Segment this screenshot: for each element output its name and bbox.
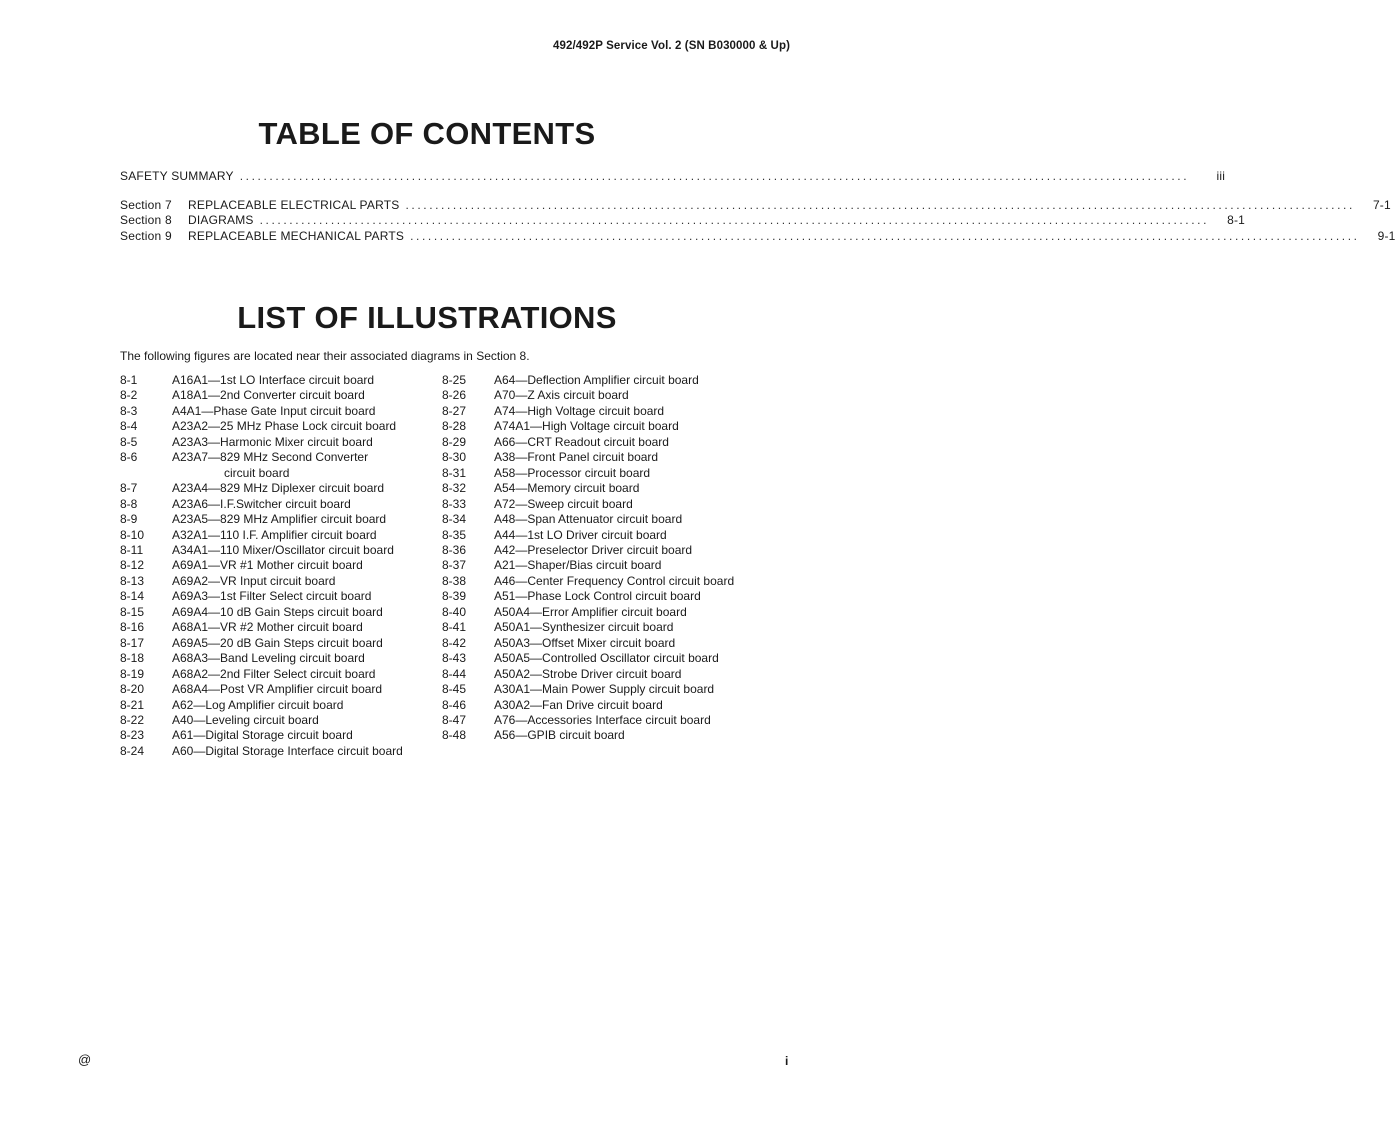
figure-list-item <box>442 620 772 635</box>
illustrations-title: LIST OF ILLUSTRATIONS <box>237 300 617 335</box>
figure-description: A68A1—VR #2 Mother circuit board <box>172 620 363 635</box>
figure-description: A42—Preselector Driver circuit board <box>494 542 693 557</box>
figure-number: 8-48 <box>442 728 467 743</box>
figure-list-item <box>120 558 440 573</box>
figure-number: 8-4 <box>120 419 138 434</box>
figure-description: A50A3—Offset Mixer circuit board <box>494 635 676 650</box>
figure-number: 8-18 <box>120 651 145 666</box>
figure-list-item <box>120 404 440 419</box>
figure-list-item <box>120 435 440 450</box>
figure-list-item <box>120 373 440 388</box>
figure-description: A56—GPIB circuit board <box>494 728 625 743</box>
toc-entry-section: Section 7 <box>120 198 172 212</box>
figure-description: A23A5—829 MHz Amplifier circuit board <box>172 512 387 527</box>
figure-description: A18A1—2nd Converter circuit board <box>172 388 365 403</box>
figure-list-item <box>120 651 440 666</box>
figure-description: A68A2—2nd Filter Select circuit board <box>172 666 376 681</box>
figure-list-item <box>442 636 772 651</box>
figure-description: A69A4—10 dB Gain Steps circuit board <box>172 604 383 619</box>
figure-description: A23A3—Harmonic Mixer circuit board <box>172 434 373 449</box>
toc-entry-title: REPLACEABLE ELECTRICAL PARTS <box>188 198 400 212</box>
figure-description: A66—CRT Readout circuit board <box>494 434 669 449</box>
figure-number: 8-37 <box>442 558 467 573</box>
figure-number: 8-11 <box>120 542 144 557</box>
figure-number: 8-34 <box>442 512 467 527</box>
leader-dots: ................................................................................................................................................................ <box>239 169 1190 183</box>
figure-list-right <box>442 373 772 744</box>
figure-description: A32A1—110 I.F. Amplifier circuit board <box>172 527 377 542</box>
toc-entry-page: 7-1 <box>1372 198 1391 212</box>
figure-list-item <box>120 682 440 697</box>
toc-entry-title: SAFETY SUMMARY <box>120 169 234 183</box>
toc-entry-title: DIAGRAMS <box>188 213 254 227</box>
figure-number: 8-16 <box>120 620 145 635</box>
figure-list-item <box>442 682 772 697</box>
figure-description: A72—Sweep circuit board <box>494 496 633 511</box>
figure-list-item <box>442 466 772 481</box>
figure-description: A30A2—Fan Drive circuit board <box>494 697 663 712</box>
figure-description: A76—Accessories Interface circuit board <box>494 712 711 727</box>
figure-description: A44—1st LO Driver circuit board <box>494 527 667 542</box>
figure-list-item <box>120 388 440 403</box>
figure-list-item <box>120 620 440 635</box>
figure-number: 8-27 <box>442 403 467 418</box>
figure-description: A30A1—Main Power Supply circuit board <box>494 682 715 697</box>
document-reference: 492/492P Service Vol. 2 (SN B030000 & Up) <box>553 40 790 52</box>
figure-description: A69A5—20 dB Gain Steps circuit board <box>172 635 383 650</box>
figure-description: A50A2—Strobe Driver circuit board <box>494 666 682 681</box>
toc-entry-section-7 <box>120 198 1391 213</box>
figure-description: A23A7—829 MHz Second Converter <box>172 450 369 465</box>
figure-list-item <box>442 373 772 388</box>
page-number: i <box>785 1054 789 1068</box>
figure-list-item <box>120 667 440 682</box>
illustrations-intro: The following figures are located near their associated diagrams in Section 8. <box>120 349 530 363</box>
figure-number: 8-30 <box>442 450 467 465</box>
figure-description: A23A4—829 MHz Diplexer circuit board <box>172 481 385 496</box>
figure-number: 8-21 <box>120 697 145 712</box>
figure-number: 8-20 <box>120 682 145 697</box>
figure-description: A70—Z Axis circuit board <box>494 388 629 403</box>
figure-number: 8-38 <box>442 573 467 588</box>
figure-number: 8-36 <box>442 542 467 557</box>
figure-number: 8-42 <box>442 635 467 650</box>
toc-entry-title: REPLACEABLE MECHANICAL PARTS <box>188 229 405 243</box>
figure-description: A51—Phase Lock Control circuit board <box>494 589 701 604</box>
figure-description: A69A1—VR #1 Mother circuit board <box>172 558 363 573</box>
figure-description: A62—Log Amplifier circuit board <box>172 697 344 712</box>
figure-description: A38—Front Panel circuit board <box>494 450 659 465</box>
figure-description: A4A1—Phase Gate Input circuit board <box>172 403 376 418</box>
figure-description: A74—High Voltage circuit board <box>494 403 665 418</box>
figure-description: A58—Processor circuit board <box>494 465 651 480</box>
figure-number: 8-15 <box>120 604 145 619</box>
figure-description: A16A1—1st LO Interface circuit board <box>172 373 375 387</box>
figure-description: A46—Center Frequency Control circuit board <box>494 573 735 588</box>
figure-number: 8-19 <box>120 666 145 681</box>
figure-list-item <box>442 435 772 450</box>
figure-number: 8-32 <box>442 481 467 496</box>
figure-number: 8-7 <box>120 481 138 496</box>
toc-entry-page: 9-1 <box>1377 229 1396 243</box>
figure-number: 8-28 <box>442 419 467 434</box>
leader-dots: ................................................................................................................................................................ <box>259 213 1210 227</box>
toc-entry-section: Section 9 <box>120 229 172 243</box>
figure-number: 8-31 <box>442 465 467 480</box>
figure-number: 8-33 <box>442 496 467 511</box>
figure-description: A48—Span Attenuator circuit board <box>494 512 683 527</box>
figure-number: 8-23 <box>120 728 145 743</box>
figure-list-item <box>442 404 772 419</box>
figure-number: 8-40 <box>442 604 467 619</box>
figure-description: A69A3—1st Filter Select circuit board <box>172 589 372 604</box>
toc-entry-section-9 <box>120 229 1396 244</box>
figure-list-item <box>442 667 772 682</box>
figure-number: 8-26 <box>442 388 467 403</box>
figure-number: 8-25 <box>442 373 467 387</box>
figure-description: A50A4—Error Amplifier circuit board <box>494 604 687 619</box>
figure-number: 8-14 <box>120 589 145 604</box>
figure-description: A61—Digital Storage circuit board <box>172 728 353 743</box>
figure-list-item <box>442 651 772 666</box>
figure-list-item <box>442 605 772 620</box>
figure-list-item <box>442 388 772 403</box>
figure-number: 8-9 <box>120 512 138 527</box>
figure-description: A68A3—Band Leveling circuit board <box>172 651 365 666</box>
figure-list-left <box>120 373 440 759</box>
figure-description: A54—Memory circuit board <box>494 481 640 496</box>
figure-list-item <box>120 728 440 743</box>
figure-list-item <box>442 574 772 589</box>
figure-list-item <box>442 512 772 527</box>
figure-list-item <box>442 497 772 512</box>
figure-list-item-continuation <box>120 466 440 481</box>
figure-number: 8-5 <box>120 434 138 449</box>
figure-number: 8-46 <box>442 697 467 712</box>
figure-list-item <box>120 543 440 558</box>
figure-number: 8-12 <box>120 558 145 573</box>
toc-entry-section-8 <box>120 213 1246 228</box>
figure-number: 8-10 <box>120 527 145 542</box>
figure-number: 8-8 <box>120 496 138 511</box>
figure-number: 8-35 <box>442 527 467 542</box>
figure-list-item <box>442 450 772 465</box>
figure-number: 8-24 <box>120 743 145 758</box>
figure-number: 8-17 <box>120 635 145 650</box>
toc-entry-section: Section 8 <box>120 213 172 227</box>
figure-description: A34A1—110 Mixer/Oscillator circuit board <box>172 542 394 557</box>
figure-list-item <box>442 481 772 496</box>
figure-list-item <box>442 589 772 604</box>
figure-description: A64—Deflection Amplifier circuit board <box>494 373 699 387</box>
figure-number: 8-6 <box>120 450 138 465</box>
leader-dots: ................................................................................................................................................................ <box>410 229 1360 243</box>
figure-list-item <box>120 497 440 512</box>
figure-number: 8-45 <box>442 682 467 697</box>
figure-description: A23A6—I.F.Switcher circuit board <box>172 496 351 511</box>
figure-description: A68A4—Post VR Amplifier circuit board <box>172 682 383 697</box>
figure-description: A74A1—High Voltage circuit board <box>494 419 679 434</box>
figure-list-item <box>120 744 440 759</box>
figure-number: 8-3 <box>120 403 138 418</box>
figure-description: A21—Shaper/Bias circuit board <box>494 558 662 573</box>
figure-number: 8-47 <box>442 712 467 727</box>
figure-number: 8-2 <box>120 388 138 403</box>
figure-list-item <box>442 528 772 543</box>
figure-number: 8-22 <box>120 712 145 727</box>
figure-list-item <box>442 419 772 434</box>
figure-list-item <box>120 574 440 589</box>
figure-number: 8-41 <box>442 620 467 635</box>
toc-title: TABLE OF CONTENTS <box>258 116 596 151</box>
toc-entry-page: iii <box>1216 169 1226 183</box>
toc-entry-page: 8-1 <box>1227 213 1246 227</box>
figure-list-item <box>442 713 772 728</box>
figure-list-item <box>442 558 772 573</box>
figure-number: 8-29 <box>442 434 467 449</box>
figure-list-item <box>120 713 440 728</box>
figure-list-item <box>120 512 440 527</box>
figure-description: A69A2—VR Input circuit board <box>172 573 336 588</box>
footer-mark: @ <box>78 1052 92 1067</box>
leader-dots: ................................................................................................................................................................ <box>405 198 1355 212</box>
figure-list-item <box>442 698 772 713</box>
figure-description: A60—Digital Storage Interface circuit board <box>172 743 403 758</box>
figure-list-item <box>120 528 440 543</box>
figure-number: 8-44 <box>442 666 467 681</box>
figure-list-item <box>120 698 440 713</box>
figure-list-item <box>120 605 440 620</box>
figure-description: A50A5—Controlled Oscillator circuit board <box>494 651 719 666</box>
figure-description: A50A1—Synthesizer circuit board <box>494 620 674 635</box>
figure-list-item <box>120 589 440 604</box>
figure-number: 8-39 <box>442 589 467 604</box>
figure-list-item <box>120 450 440 465</box>
toc-entry-safety-summary <box>120 169 1226 184</box>
figure-number: 8-43 <box>442 651 467 666</box>
figure-description: A23A2—25 MHz Phase Lock circuit board <box>172 419 397 434</box>
figure-description-continuation: circuit board <box>224 465 290 480</box>
figure-list-item <box>120 481 440 496</box>
figure-list-item <box>442 728 772 743</box>
figure-list-item <box>120 636 440 651</box>
figure-list-item <box>442 543 772 558</box>
figure-number: 8-13 <box>120 573 145 588</box>
figure-description: A40—Leveling circuit board <box>172 712 319 727</box>
figure-number: 8-1 <box>120 373 138 387</box>
figure-list-item <box>120 419 440 434</box>
